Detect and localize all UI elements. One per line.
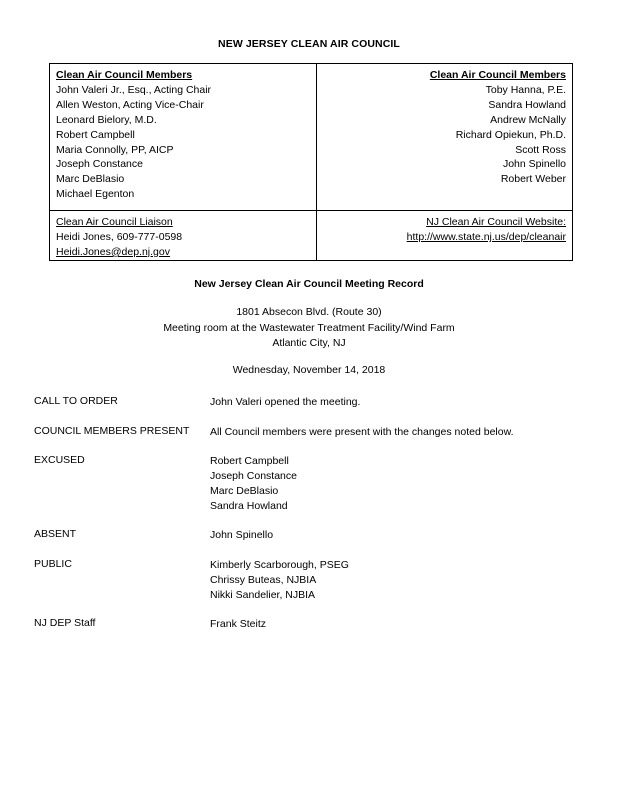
record-value-line: Kimberly Scarborough, PSEG [210, 559, 349, 571]
record-value-line: Sandra Howland [210, 499, 288, 512]
member-name: Toby Hanna, P.E. [485, 83, 566, 96]
box-horizontal-divider [50, 210, 572, 211]
record-value-line: Joseph Constance [210, 469, 297, 482]
record-label-absent: ABSENT [34, 528, 77, 540]
box-vertical-divider [316, 64, 317, 260]
record-value-call-to-order [210, 395, 360, 410]
members-left-column [56, 68, 211, 202]
liaison-block [56, 215, 182, 260]
member-name: John Valeri Jr., Esq., Acting Chair [56, 83, 212, 96]
member-name: Sandra Howland [488, 98, 566, 111]
record-value-line: All Council members were present with the changes noted below. [210, 426, 514, 438]
council-info-box [49, 63, 573, 261]
member-name: John Spinello [502, 158, 566, 171]
member-name: Andrew McNally [490, 113, 566, 126]
liaison-heading: Clean Air Council Liaison [56, 216, 173, 228]
member-name: Allen Weston, Acting Vice-Chair [56, 98, 204, 111]
liaison-email-link[interactable]: Heidi.Jones@dep.nj.gov [56, 245, 170, 258]
address-line: Atlantic City, NJ [272, 337, 346, 350]
member-name: Leonard Bielory, M.D. [56, 113, 157, 126]
record-label-public: PUBLIC [34, 558, 72, 570]
record-value-line: Nikki Sandelier, NJBIA [210, 588, 316, 601]
member-name: Robert Weber [500, 173, 566, 186]
record-value-line: Marc DeBlasio [210, 484, 279, 497]
record-value-line: John Valeri opened the meeting. [210, 396, 361, 408]
website-heading: NJ Clean Air Council Website: [426, 216, 566, 228]
record-label-dep-staff: NJ DEP Staff [34, 617, 96, 629]
address-line: 1801 Absecon Blvd. (Route 30) [236, 306, 382, 318]
meeting-record-title: New Jersey Clean Air Council Meeting Record [194, 278, 424, 290]
record-value-line: Robert Campbell [210, 455, 289, 467]
record-value-dep-staff [210, 617, 266, 632]
member-name: Marc DeBlasio [56, 173, 125, 186]
members-left-heading: Clean Air Council Members [56, 69, 193, 81]
meeting-address [0, 305, 618, 352]
record-label-call-to-order: CALL TO ORDER [34, 395, 118, 407]
members-right-heading: Clean Air Council Members [429, 69, 566, 81]
record-label-excused: EXCUSED [34, 454, 85, 466]
record-value-line: John Spinello [210, 529, 274, 541]
member-name: Scott Ross [515, 143, 566, 156]
members-right-column [430, 68, 566, 187]
member-name: Michael Egenton [56, 188, 135, 201]
document-title: NEW JERSEY CLEAN AIR COUNCIL [218, 38, 400, 50]
website-url-link[interactable]: http://www.state.nj.us/dep/cleanair [406, 230, 566, 243]
address-line: Meeting room at the Wastewater Treatment Facility/Wind Farm [163, 321, 455, 334]
member-name: Robert Campbell [56, 128, 135, 141]
meeting-date: Wednesday, November 14, 2018 [232, 364, 386, 376]
member-name: Richard Opiekun, Ph.D. [455, 128, 566, 141]
record-value-line: Chrissy Buteas, NJBIA [210, 573, 317, 586]
record-value-excused [210, 454, 297, 514]
record-value-members-present [210, 425, 514, 440]
member-name: Joseph Constance [56, 158, 143, 171]
liaison-contact: Heidi Jones, 609-777-0598 [56, 230, 183, 243]
member-name: Maria Connolly, PP, AICP [56, 143, 174, 156]
record-value-line: Frank Steitz [210, 618, 267, 630]
website-block [407, 215, 566, 245]
record-value-absent [210, 528, 273, 543]
record-label-members-present: COUNCIL MEMBERS PRESENT [34, 425, 190, 437]
record-value-public [210, 558, 349, 603]
